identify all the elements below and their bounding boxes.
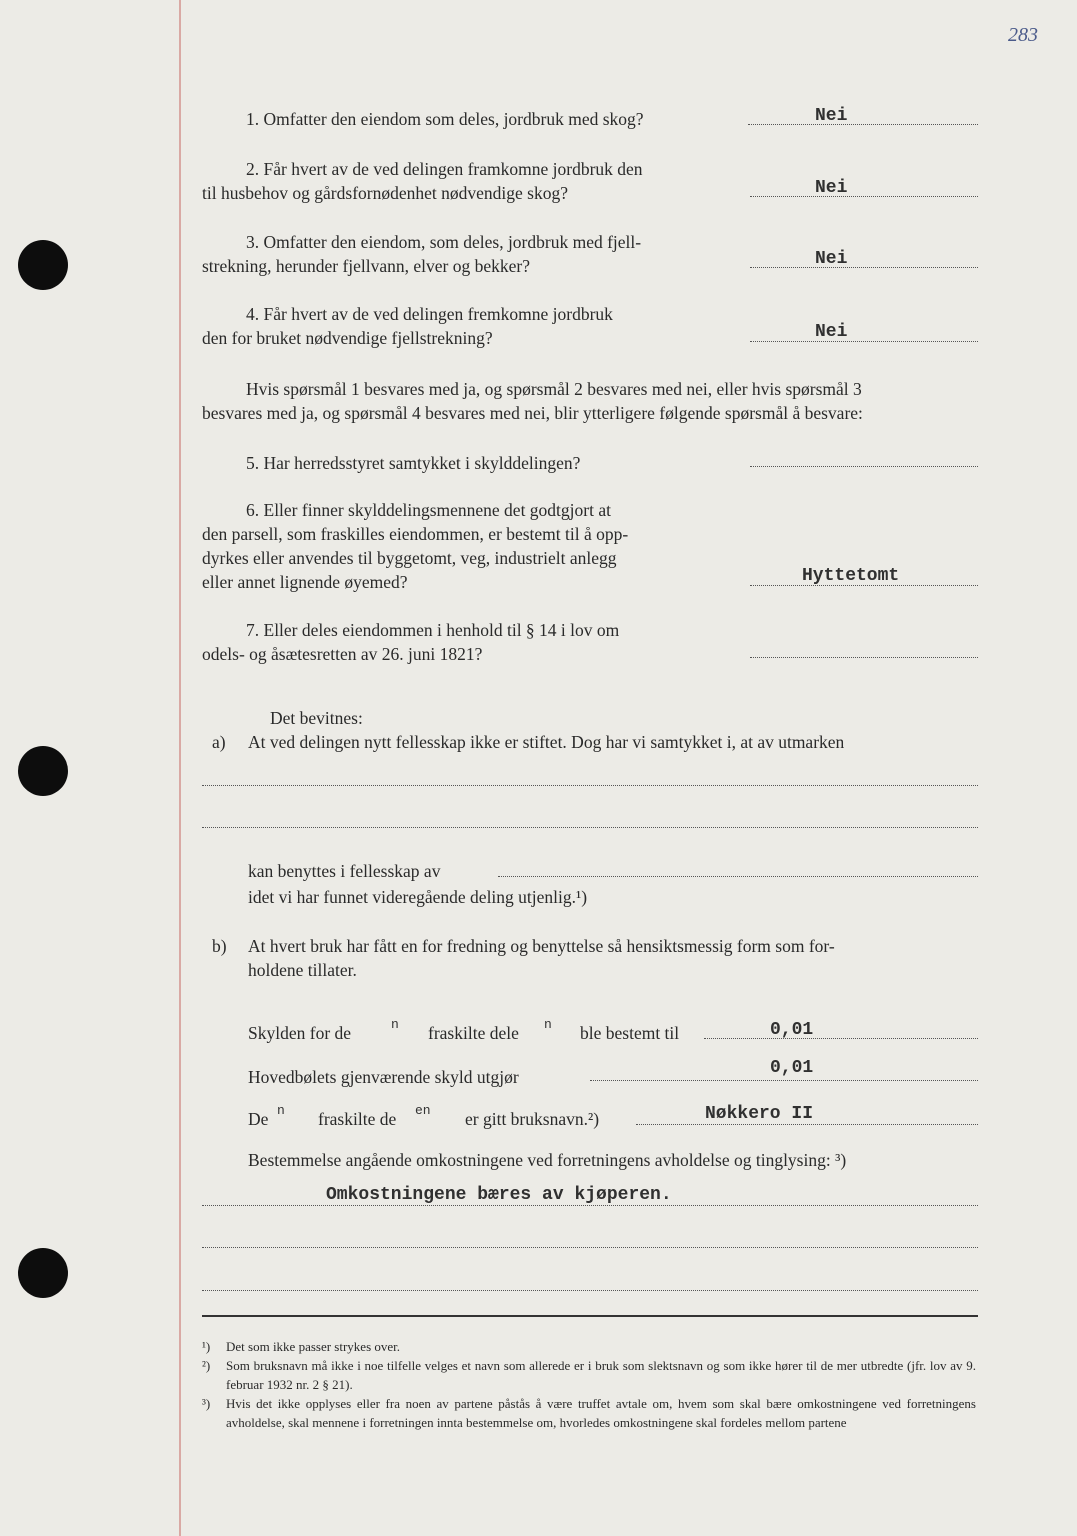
question-5: 5. Har herredsstyret samtykket i skylddelingen? bbox=[246, 453, 581, 473]
footnote-2 bbox=[202, 1356, 978, 1394]
question-4 bbox=[202, 302, 750, 350]
question-6-line4: eller annet lignende øyemed? bbox=[202, 572, 408, 592]
fill-line bbox=[202, 1205, 978, 1206]
answer-1: Nei bbox=[815, 106, 848, 126]
answer-line bbox=[750, 341, 978, 342]
footnote-text: Som bruksnavn må ikke i noe tilfelle velges et navn som allerede er i bruk som slektsnavn og som ikke hører til de mer utbredte (jfr. lov av 9. februar 1932 nr. 2 § 21). bbox=[226, 1358, 976, 1392]
punch-hole bbox=[18, 746, 68, 796]
bruksnavn-label-2: fraskilte de bbox=[318, 1109, 397, 1129]
costs-value: Omkostningene bæres av kjøperen. bbox=[326, 1185, 672, 1205]
answer-line bbox=[750, 196, 978, 197]
bruksnavn-hand-2: en bbox=[415, 1103, 431, 1118]
common-use-label: kan benyttes i fellesskap av bbox=[248, 861, 441, 881]
skyld-hand-2: n bbox=[544, 1017, 552, 1032]
answer-2: Nei bbox=[815, 178, 848, 198]
punch-hole bbox=[18, 1248, 68, 1298]
question-6-line3: dyrkes eller anvendes til byggetomt, veg, industrielt anlegg bbox=[202, 548, 617, 568]
fill-line bbox=[202, 785, 978, 786]
fill-line bbox=[636, 1124, 978, 1125]
answer-line bbox=[748, 124, 978, 125]
bruksnavn-value: Nøkkero II bbox=[705, 1104, 814, 1124]
skyld-label-2: fraskilte dele bbox=[428, 1023, 519, 1043]
bruksnavn-hand-1: n bbox=[277, 1103, 285, 1118]
margin-line bbox=[179, 0, 181, 1536]
attest-a-text: At ved delingen nytt fellesskap ikke er stiftet. Dog har vi samtykket i, at av utmarken bbox=[248, 732, 845, 752]
footnote-mark: ¹) bbox=[202, 1339, 211, 1354]
question-3-line1: 3. Omfatter den eiendom, som deles, jordbruk med fjell- bbox=[246, 232, 642, 252]
question-3-line2: strekning, herunder fjellvann, elver og bekker? bbox=[202, 256, 530, 276]
answer-line bbox=[750, 657, 978, 658]
footnote-3 bbox=[202, 1394, 978, 1432]
question-2 bbox=[202, 157, 750, 205]
answer-3: Nei bbox=[815, 249, 848, 269]
question-6 bbox=[202, 498, 750, 594]
footnote-1 bbox=[202, 1337, 978, 1356]
footnote-text: Det som ikke passer strykes over. bbox=[226, 1339, 401, 1354]
fill-line bbox=[202, 1290, 978, 1291]
skyld-value: 0,01 bbox=[770, 1020, 814, 1040]
costs-label: Bestemmelse angående omkostningene ved forretningens avholdelse og tinglysing: ³) bbox=[248, 1150, 847, 1170]
question-6-line2: den parsell, som fraskilles eiendommen, er bestemt til å opp- bbox=[202, 524, 629, 544]
attest-b-label: b) bbox=[212, 936, 227, 956]
answer-6: Hyttetomt bbox=[802, 566, 900, 586]
question-2-line2: til husbehov og gårdsfornødenhet nødvendige skog? bbox=[202, 183, 568, 203]
reason-text: idet vi har funnet videregående deling utjenlig.¹) bbox=[248, 887, 588, 907]
footnote-mark: ³) bbox=[202, 1396, 211, 1411]
intro-line2: besvares med ja, og spørsmål 4 besvares med nei, blir ytterligere følgende spørsmål å besvare: bbox=[202, 403, 863, 423]
attest-heading: Det bevitnes: bbox=[270, 708, 363, 728]
fill-line bbox=[704, 1038, 978, 1039]
question-3 bbox=[202, 230, 750, 278]
footnote-rule bbox=[202, 1315, 978, 1317]
footnote-mark: ²) bbox=[202, 1358, 211, 1373]
hovedbol-value: 0,01 bbox=[770, 1058, 814, 1078]
skyld-hand-1: n bbox=[391, 1017, 399, 1032]
attest-a-label: a) bbox=[212, 732, 226, 752]
punch-hole bbox=[18, 240, 68, 290]
hovedbol-label: Hovedbølets gjenværende skyld utgjør bbox=[248, 1067, 519, 1087]
footnote-text: Hvis det ikke opplyses eller fra noen av partene påstås å være truffet avtale om, hvem som skal bære omkostningene ved forretningens avholdelse, skal mennene i forretningen innta bestemmelse om, hvorledes omkostningene skal fordeles mellom partene bbox=[226, 1396, 976, 1430]
fill-line bbox=[590, 1080, 978, 1081]
fill-line bbox=[202, 827, 978, 828]
bruksnavn-label-1: De bbox=[248, 1109, 269, 1129]
question-7-line2: odels- og åsætesretten av 26. juni 1821? bbox=[202, 644, 483, 664]
fill-line bbox=[498, 876, 978, 877]
answer-4: Nei bbox=[815, 322, 848, 342]
question-1: 1. Omfatter den eiendom som deles, jordbruk med skog? bbox=[246, 109, 644, 129]
question-2-line1: 2. Får hvert av de ved delingen framkomne jordbruk den bbox=[246, 159, 643, 179]
answer-line bbox=[750, 466, 978, 467]
question-7-line1: 7. Eller deles eiendommen i henhold til § 14 i lov om bbox=[246, 620, 620, 640]
page-number: 283 bbox=[1008, 24, 1038, 46]
question-6-line1: 6. Eller finner skylddelingsmennene det godtgjort at bbox=[246, 500, 611, 520]
attest-b-line2: holdene tillater. bbox=[248, 960, 357, 980]
skyld-label-3: ble bestemt til bbox=[580, 1023, 680, 1043]
question-4-line2: den for bruket nødvendige fjellstrekning? bbox=[202, 328, 493, 348]
question-7 bbox=[202, 618, 750, 666]
answer-line bbox=[750, 267, 978, 268]
attest-b-line1: At hvert bruk har fått en for fredning og benyttelse så hensiktsmessig form som for- bbox=[248, 936, 835, 956]
question-4-line1: 4. Får hvert av de ved delingen fremkomne jordbruk bbox=[246, 304, 613, 324]
fill-line bbox=[202, 1247, 978, 1248]
skyld-label-1: Skylden for de bbox=[248, 1023, 352, 1043]
bruksnavn-label-3: er gitt bruksnavn.²) bbox=[465, 1109, 600, 1129]
intro-line1: Hvis spørsmål 1 besvares med ja, og spørsmål 2 besvares med nei, eller hvis spørsmål 3 bbox=[246, 379, 862, 399]
